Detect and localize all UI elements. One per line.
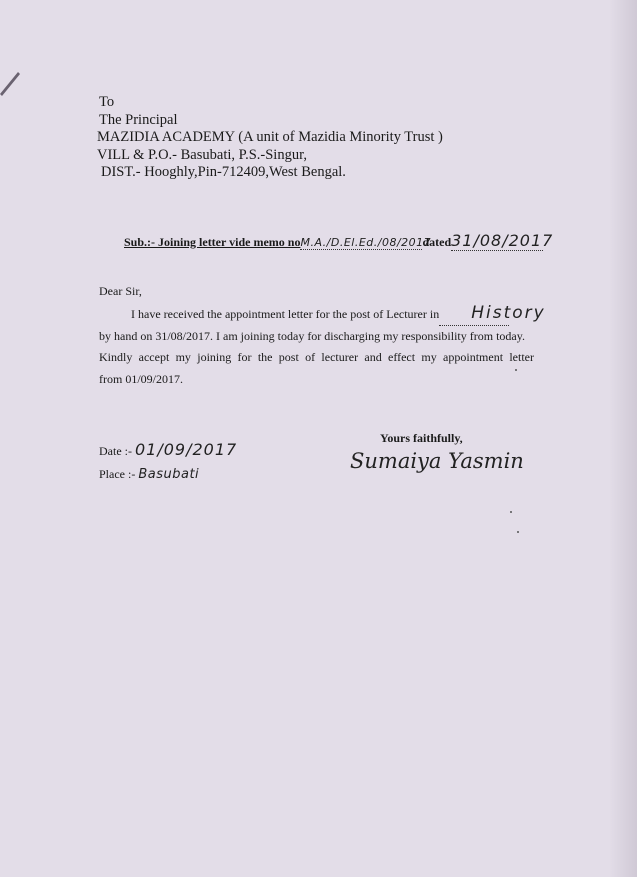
scan-speck bbox=[510, 511, 512, 513]
body-line-1-text: I have received the appointment letter for the post of Lecturer in bbox=[131, 307, 440, 321]
date-label: Date :- bbox=[99, 444, 132, 458]
address-recipient: The Principal bbox=[99, 111, 178, 128]
body-line-3: Kindly accept my joining for the post of lecturer and effect my appointment letter bbox=[99, 350, 534, 364]
salutation: Dear Sir, bbox=[99, 284, 142, 298]
address-to: To bbox=[99, 94, 115, 110]
address-institution: MAZIDIA ACADEMY (A unit of Mazidia Minority Trust ) bbox=[97, 129, 443, 146]
place-label: Place :- bbox=[99, 467, 136, 481]
body-line-4: from 01/09/2017. bbox=[99, 371, 183, 386]
scan-speck bbox=[517, 531, 519, 533]
scan-speck bbox=[515, 369, 517, 371]
place-handwritten: Basubati bbox=[138, 467, 200, 482]
subject-handwritten: History bbox=[439, 303, 509, 326]
address-district: DIST.- Hooghly,Pin-712409,West Bengal. bbox=[101, 164, 346, 181]
subject-line bbox=[124, 231, 554, 251]
recipient-address bbox=[97, 94, 443, 182]
address-village: VILL & P.O.- Basubati, P.S.-Singur, bbox=[97, 146, 307, 163]
subject-label: Sub.:- Joining letter vide memo no bbox=[124, 235, 301, 249]
closing-text: Yours faithfully, bbox=[380, 431, 463, 445]
handwritten-signature: Sumaiya Yasmin bbox=[350, 449, 524, 473]
body-line-1 bbox=[99, 303, 546, 326]
scan-edge-shadow bbox=[609, 0, 637, 877]
date-row bbox=[99, 440, 237, 459]
body-line-2: by hand on 31/08/2017. I am joining today for discharging my responsibility from today. bbox=[99, 328, 525, 343]
dated-value-handwritten: 31/08/2017 bbox=[451, 231, 554, 250]
scan-corner-mark bbox=[0, 70, 22, 98]
dated-label: dated bbox=[422, 235, 452, 249]
letter-body bbox=[99, 303, 546, 390]
date-handwritten: 01/09/2017 bbox=[134, 440, 238, 459]
place-row bbox=[99, 467, 199, 482]
memo-number-handwritten: M.A./D.El.Ed./08/2017 bbox=[300, 236, 432, 249]
